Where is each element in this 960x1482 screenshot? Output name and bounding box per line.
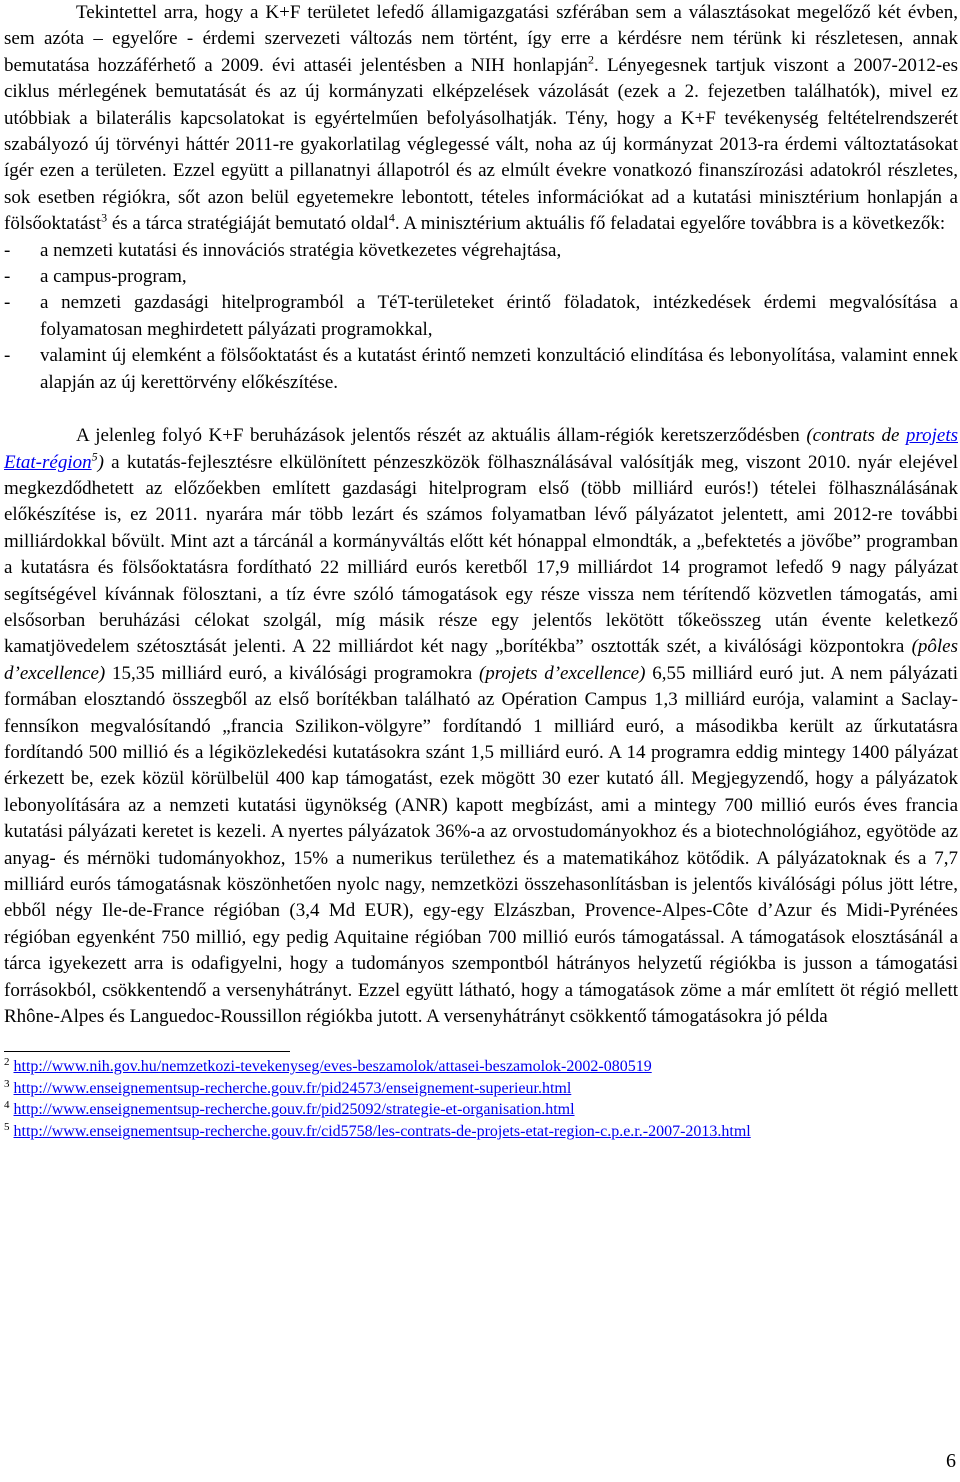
list-dash: - [4,239,11,261]
footnote-ref-2[interactable]: 2 [588,52,594,67]
task-list [4,238,958,396]
list-item [4,290,958,343]
footnote-number: 4 [4,1099,10,1112]
page-number: 6 [946,1450,956,1472]
projets-etat-region-link[interactable]: projets Etat-région [4,425,958,473]
body-paragraph-2 [4,423,958,1030]
paragraph-text: és a tárca stratégiáját bemutató oldal [107,213,389,235]
footnote-number: 2 [4,1056,10,1069]
italic-term: (projets d’excellence) [478,662,646,684]
paragraph-text: . A minisztérium aktuális fő feladatai egyelőre továbbra is a következők: [394,213,946,235]
list-dash: - [4,345,11,367]
list-item [4,238,958,264]
paragraph-text: Tekintettel arra, hogy a K+F területet lefedő államigazgatási szférában sem a választásokat megelőző két évben, sem azóta – egyelőre - érdemi szervezeti változás nem történt, így erre a kérdésre nem térünk ki részletesen, annak bemutatása hozzáférhető a 2009. évi attaséi jelentésben a NIH honlapján [4,2,958,76]
footnote-link[interactable]: http://www.enseignementsup-recherche.gouv.fr/cid5758/les-contrats-de-projets-etat-region-c.p.e.r.-2007-2013.html [13,1122,751,1140]
list-dash: - [4,292,11,314]
footnote-ref-5[interactable]: 5 [91,449,98,464]
list-item-text: valamint új elemként a fölsőoktatást és a kutatást érintő nemzeti konzultáció elindítása és lebonyolítása, valamint ennek alapján az új kerettörvény előkészítése. [40,345,958,393]
footnote-5 [4,1121,958,1143]
footnote-link[interactable]: http://www.enseignementsup-recherche.gouv.fr/pid25092/strategie-et-organisation.html [13,1101,575,1119]
paragraph-text: A jelenleg folyó K+F beruházások jelentős részét az aktuális állam-régiók keretszerződésben [76,425,807,447]
footnote-link[interactable]: http://www.enseignementsup-recherche.gouv.fr/pid24573/enseignement-superieur.html [13,1079,572,1097]
footnote-2 [4,1056,958,1078]
list-item [4,343,958,396]
footnote-link[interactable]: http://www.nih.gov.hu/nemzetkozi-tevekenyseg/eves-beszamolok/attasei-beszamolok-2002-080519 [13,1058,652,1076]
footnote-3 [4,1078,958,1100]
italic-term: (contrats de [806,425,906,447]
italic-term: (pôles d’excellence) [4,636,958,684]
footnote-number: 5 [4,1120,10,1133]
paragraph-text: . Lényegesnek tartjuk viszont a 2007-2012-es ciklus mérlegének bemutatását és az új kormányzati elképzelések vázolását (ezek a 2. fejezetben találhatók), mivel ez utóbbiak a bilaterális kapcsolatokat is egyértelműen befolyásolhatják. Tény, hogy a K+F tevékenység feltételrendszerét szabályozó új törvényi háttér 2011-re gyakorlatilag véglegessé vált, noha az új kormányzat 2013-ra érdemi változtatásokat ígér ezen a területen. Ezzel együtt a pillanatnyi állapotról és az elmúlt évekre vonatkozó finanszírozási adatokról részletes, sok esetben régiókra, sőt azon belül egyetemekre lebontott, tételes információkat ad a kutatási minisztérium honlapján a fölsőoktatást [4,54,958,235]
footnote-4 [4,1099,958,1121]
footnote-number: 3 [4,1077,10,1090]
footnote-ref-3[interactable]: 3 [101,210,108,225]
paragraph-text: 6,55 milliárd euró jut. A nem pályázati formában elosztandó összegből az első borítékban található az Opération Campus 1,3 milliárd eurója, valamint a Saclay-fennsíkon megvalósítandó „francia Szilikon-völgyre” fordítandó 1 milliárd euró, a másodikba került az űrkutatásra fordítandó 500 millió és a légiközlekedési kutatásokra szánt 1,5 milliárd euró. A 14 programra eddig mintegy 1400 pályázat érkezett be, ezek közül körülbelül 400 kap támogatást, ezek mögött 30 ezer kutató áll. Megjegyzendő, hogy a pályázatok lebonyolítására az a nemzeti kutatási ügynökség (ANR) kapott megbízást, ami a mintegy 700 millió eurós éves francia kutatási pályázati keretet is kezeli. A nyertes pályázatok 36%-a az orvostudományokhoz és a biotechnológiához, egyötöde az anyag- és mérnöki tudományokhoz, 15% a numerikus területhez és a matematikához kötődik. A pályázatoknak és a 7,7 milliárd eurós támogatásnak köszönhetően nyolc nagy, nemzetközi összehasonlításban is jelentős kiválósági pólus jött létre, ebből négy Ile-de-France régióban (3,4 Md EUR), egy-egy Elzászban, Provence-Alpes-Côte d’Azur és Midi-Pyrénées régióban egyenként 750 millió, egy pedig Aquitaine régióban 700 millió eurós támogatással. A támogatások elosztásánál a tárca igyekezett arra is odafigyelni, hogy a tudományos szempontból hátrányos helyzetű régiókba is jusson a támogatási forrásokból, csökkentendő a versenyhátrányt. Ezzel együtt látható, hogy a támogatások zöme a már említett öt régió mellett Rhône-Alpes és Languedoc-Roussillon régiókba jutott. A versenyhátrányt csökkentő támogatásokra jó példa [4,662,958,1028]
footnote-separator [4,1051,290,1052]
list-item-text: a campus-program, [40,266,187,288]
document-page [4,0,958,1142]
list-item [4,264,958,290]
footnote-ref-4[interactable]: 4 [388,210,395,225]
paragraph-text: 15,35 milliárd euró, a kiválósági programokra [105,662,479,684]
italic-term: ) [97,451,104,473]
list-dash: - [4,266,11,288]
body-paragraph-1 [4,0,958,238]
footnotes [4,1056,958,1142]
list-item-text: a nemzeti gazdasági hitelprogramból a TéT-területeket érintő föladatok, intézkedések érdemi megvalósítása a folyamatosan meghirdetett pályázati programokkal, [40,292,958,340]
list-item-text: a nemzeti kutatási és innovációs stratégia következetes végrehajtása, [40,239,562,261]
paragraph-text: a kutatás-fejlesztésre elkülönített pénzeszközök fölhasználásával valósítják meg, viszont 2010. nyár elejével megkezdődhetett az előzőekben említett gazdasági hitelprogram első (több milliárd eurós!) tételei fölhasználásának előkészítése is, ez 2011. nyarára már több lezárt és számos folyamatban lévő pályázatot jelentett, ami 2012-re további milliárdokkal bővült. Mint azt a tárcánál a kormányváltás előtt két hónappal elmondták, a „befektetés a jövőbe” programban a kutatásra és fölsőoktatásra fordítható 22 milliárd eurós keretből 17,9 milliárdot 14 programot lefedő 9 nagy pályázat segítségével kívánnak fölosztani, a tíz évre szóló támogatások egy része vissza nem térítendő közvetlen támogatás, ami elsősorban beruházási célokat szolgál, míg másik része egy jelentős lekötött tőkeösszeg után évente keletkező kamatjövedelem szétosztását jelenti. A 22 milliárdot két nagy „borítékba” osztották szét, a kiválósági központokra [4,451,958,658]
